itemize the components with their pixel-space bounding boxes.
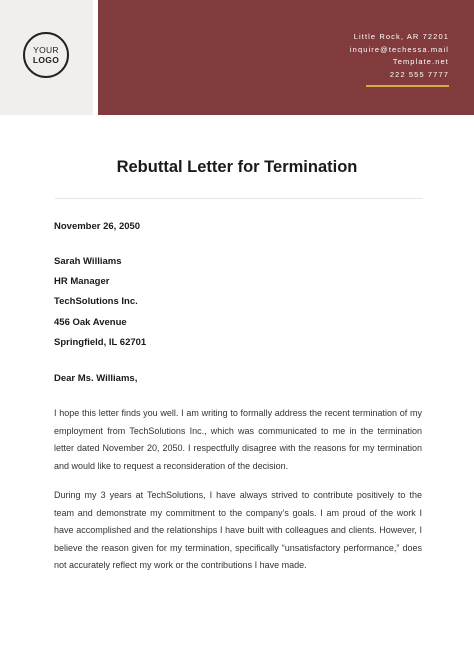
logo-panel xyxy=(0,0,93,115)
title-divider xyxy=(55,198,423,199)
contact-website: Template.net xyxy=(392,57,449,66)
contact-phone: 222 555 7777 xyxy=(389,69,449,79)
recipient-company: TechSolutions Inc. xyxy=(54,296,138,307)
contact-block xyxy=(350,31,449,81)
salutation: Dear Ms. Williams, xyxy=(54,373,138,384)
letter-date: November 26, 2050 xyxy=(54,221,141,232)
body-paragraph: I hope this letter finds you well. I am writing to formally address the recent termination of my employment from TechSolutions Inc., which was communicated to me in the termination letter dated November 20, 2050. I respectfully disagree with the reasons for my termination and would like to request a reconsideration of the decision. xyxy=(54,408,422,471)
recipient-position: HR Manager xyxy=(54,276,110,287)
recipient-street: 456 Oak Avenue xyxy=(54,317,127,328)
contact-address: Little Rock, AR 72201 xyxy=(353,32,449,41)
letter-title: Rebuttal Letter for Termination xyxy=(116,158,358,176)
letterhead xyxy=(0,0,474,115)
company-logo xyxy=(23,32,69,78)
logo-text-line2: LOGO xyxy=(32,55,60,65)
recipient-name: Sarah Williams xyxy=(54,256,122,267)
contact-email: inquire@techessa.mail xyxy=(349,44,449,54)
accent-line xyxy=(366,85,449,87)
logo-text-line1: YOUR xyxy=(33,45,59,55)
body-paragraph: During my 3 years at TechSolutions, I have always strived to contribute positively to the team and demonstrate my commitment to the company’s goals. I am proud of the work I have accomplished and the relationships I have built with colleagues and clients. However, I believe the reason given for my termination, specifically “unsatisfactory performance,” does not accurately reflect my work or the contributions I have made. xyxy=(54,490,422,570)
contact-panel xyxy=(98,0,474,115)
recipient-city: Springfield, IL 62701 xyxy=(54,337,147,348)
